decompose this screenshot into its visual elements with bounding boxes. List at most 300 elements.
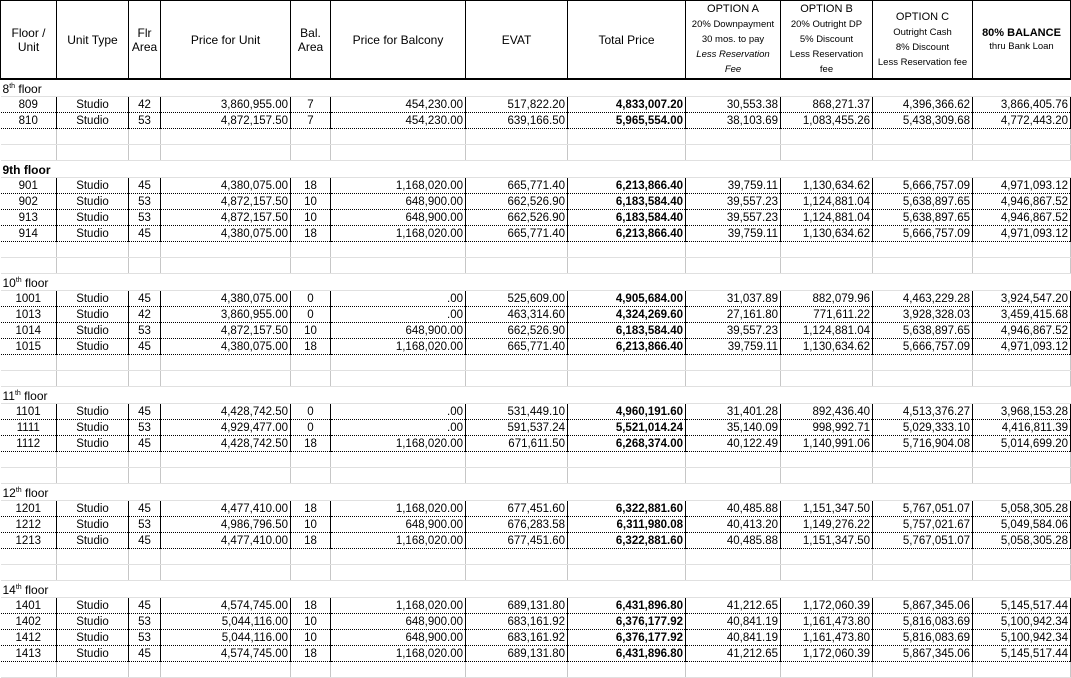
empty-cell[interactable] [291, 145, 331, 161]
cell-bal-area[interactable]: 18 [291, 501, 331, 517]
empty-cell[interactable] [686, 549, 781, 565]
cell-evat[interactable]: 689,131.80 [466, 646, 568, 662]
cell-unit-type[interactable]: Studio [57, 291, 129, 307]
empty-cell[interactable] [568, 355, 686, 371]
empty-cell[interactable] [129, 371, 161, 387]
cell-total-price[interactable]: 6,183,584.40 [568, 323, 686, 339]
empty-cell[interactable] [57, 355, 129, 371]
floor-label[interactable] [1, 387, 1071, 404]
cell-price-balcony[interactable]: 648,900.00 [331, 614, 466, 630]
cell-evat[interactable]: 683,161.92 [466, 614, 568, 630]
cell-option-a[interactable]: 39,557.23 [686, 194, 781, 210]
cell-unit-type[interactable]: Studio [57, 307, 129, 323]
cell-price-unit[interactable]: 3,860,955.00 [161, 307, 291, 323]
cell-price-unit[interactable]: 4,428,742.50 [161, 436, 291, 452]
empty-cell[interactable] [291, 242, 331, 258]
cell-evat[interactable]: 683,161.92 [466, 630, 568, 646]
cell-bal-area[interactable]: 10 [291, 323, 331, 339]
cell-option-a[interactable]: 39,759.11 [686, 339, 781, 355]
cell-total-price[interactable]: 6,268,374.00 [568, 436, 686, 452]
cell-price-unit[interactable]: 4,872,157.50 [161, 113, 291, 129]
floor-label[interactable] [1, 161, 1071, 178]
empty-cell[interactable] [129, 145, 161, 161]
empty-cell[interactable] [686, 145, 781, 161]
cell-bal-area[interactable]: 18 [291, 436, 331, 452]
cell-bal-area[interactable]: 10 [291, 517, 331, 533]
header-option-b[interactable] [781, 1, 873, 80]
empty-cell[interactable] [686, 452, 781, 468]
cell-price-unit[interactable]: 4,872,157.50 [161, 210, 291, 226]
empty-cell[interactable] [161, 452, 291, 468]
cell-price-balcony[interactable]: 1,168,020.00 [331, 178, 466, 194]
cell-unit-type[interactable]: Studio [57, 210, 129, 226]
empty-cell[interactable] [161, 145, 291, 161]
empty-cell[interactable] [973, 468, 1071, 484]
empty-cell[interactable] [161, 662, 291, 678]
empty-cell[interactable] [973, 145, 1071, 161]
cell-bal-area[interactable]: 7 [291, 97, 331, 113]
cell-option-c[interactable]: 5,816,083.69 [873, 630, 973, 646]
cell-option-b[interactable]: 882,079.96 [781, 291, 873, 307]
empty-cell[interactable] [973, 242, 1071, 258]
cell-balance[interactable]: 4,772,443.20 [973, 113, 1071, 129]
cell-price-unit[interactable]: 4,380,075.00 [161, 178, 291, 194]
cell-option-b[interactable]: 1,149,276.22 [781, 517, 873, 533]
cell-total-price[interactable]: 5,521,014.24 [568, 420, 686, 436]
cell-price-balcony[interactable]: 1,168,020.00 [331, 226, 466, 242]
cell-evat[interactable]: 671,611.50 [466, 436, 568, 452]
cell-price-balcony[interactable]: 454,230.00 [331, 97, 466, 113]
empty-cell[interactable] [873, 468, 973, 484]
cell-evat[interactable]: 591,537.24 [466, 420, 568, 436]
cell-evat[interactable]: 665,771.40 [466, 178, 568, 194]
header-balance[interactable] [973, 1, 1071, 80]
cell-price-balcony[interactable]: 648,900.00 [331, 323, 466, 339]
empty-cell[interactable] [781, 355, 873, 371]
cell-unit-type[interactable]: Studio [57, 113, 129, 129]
empty-cell[interactable] [568, 145, 686, 161]
empty-cell[interactable] [466, 355, 568, 371]
header-price-unit[interactable]: Price for Unit [161, 1, 291, 80]
cell-balance[interactable]: 5,049,584.06 [973, 517, 1071, 533]
cell-total-price[interactable]: 6,322,881.60 [568, 533, 686, 549]
cell-price-unit[interactable]: 5,044,116.00 [161, 614, 291, 630]
cell-price-balcony[interactable]: .00 [331, 420, 466, 436]
empty-cell[interactable] [686, 355, 781, 371]
empty-cell[interactable] [973, 662, 1071, 678]
empty-cell[interactable] [781, 565, 873, 581]
cell-evat[interactable]: 665,771.40 [466, 226, 568, 242]
cell-flr-area[interactable]: 45 [129, 646, 161, 662]
cell-option-a[interactable]: 31,037.89 [686, 291, 781, 307]
cell-balance[interactable]: 4,971,093.12 [973, 178, 1071, 194]
empty-cell[interactable] [466, 468, 568, 484]
cell-total-price[interactable]: 6,376,177.92 [568, 630, 686, 646]
empty-cell[interactable] [57, 662, 129, 678]
cell-price-balcony[interactable]: .00 [331, 404, 466, 420]
empty-cell[interactable] [331, 468, 466, 484]
empty-cell[interactable] [331, 258, 466, 274]
cell-flr-area[interactable]: 45 [129, 598, 161, 614]
empty-cell[interactable] [129, 129, 161, 145]
empty-cell[interactable] [568, 258, 686, 274]
empty-cell[interactable] [568, 371, 686, 387]
header-floor-unit[interactable]: Floor / Unit [1, 1, 57, 80]
cell-evat[interactable]: 531,449.10 [466, 404, 568, 420]
cell-option-b[interactable]: 892,436.40 [781, 404, 873, 420]
cell-option-c[interactable]: 5,867,345.06 [873, 598, 973, 614]
cell-flr-area[interactable]: 53 [129, 630, 161, 646]
empty-cell[interactable] [686, 371, 781, 387]
cell-option-a[interactable]: 40,413.20 [686, 517, 781, 533]
cell-option-a[interactable]: 40,485.88 [686, 533, 781, 549]
cell-balance[interactable]: 3,924,547.20 [973, 291, 1071, 307]
empty-cell[interactable] [873, 355, 973, 371]
empty-cell[interactable] [873, 549, 973, 565]
empty-cell[interactable] [129, 452, 161, 468]
cell-total-price[interactable]: 4,833,007.20 [568, 97, 686, 113]
empty-cell[interactable] [781, 662, 873, 678]
empty-cell[interactable] [1, 565, 57, 581]
empty-cell[interactable] [129, 468, 161, 484]
cell-option-c[interactable]: 4,396,366.62 [873, 97, 973, 113]
cell-unit-type[interactable]: Studio [57, 194, 129, 210]
cell-option-c[interactable]: 3,928,328.03 [873, 307, 973, 323]
empty-cell[interactable] [331, 129, 466, 145]
empty-cell[interactable] [466, 371, 568, 387]
cell-option-c[interactable]: 5,638,897.65 [873, 210, 973, 226]
cell-option-a[interactable]: 30,553.38 [686, 97, 781, 113]
empty-cell[interactable] [1, 452, 57, 468]
cell-unit-type[interactable]: Studio [57, 646, 129, 662]
cell-total-price[interactable]: 4,324,269.60 [568, 307, 686, 323]
cell-balance[interactable]: 4,416,811.39 [973, 420, 1071, 436]
cell-flr-area[interactable]: 45 [129, 501, 161, 517]
empty-cell[interactable] [466, 662, 568, 678]
empty-cell[interactable] [161, 371, 291, 387]
cell-flr-area[interactable]: 42 [129, 307, 161, 323]
cell-option-a[interactable]: 39,759.11 [686, 178, 781, 194]
empty-cell[interactable] [57, 468, 129, 484]
empty-cell[interactable] [129, 258, 161, 274]
cell-balance[interactable]: 5,058,305.28 [973, 533, 1071, 549]
cell-evat[interactable]: 677,451.60 [466, 533, 568, 549]
cell-price-unit[interactable]: 4,380,075.00 [161, 226, 291, 242]
cell-total-price[interactable]: 6,213,866.40 [568, 178, 686, 194]
cell-flr-area[interactable]: 45 [129, 178, 161, 194]
empty-cell[interactable] [781, 371, 873, 387]
header-total-price[interactable]: Total Price [568, 1, 686, 80]
empty-cell[interactable] [1, 468, 57, 484]
cell-evat[interactable]: 662,526.90 [466, 323, 568, 339]
cell-unit[interactable]: 810 [1, 113, 57, 129]
cell-option-c[interactable]: 4,513,376.27 [873, 404, 973, 420]
cell-evat[interactable]: 689,131.80 [466, 598, 568, 614]
cell-option-b[interactable]: 1,124,881.04 [781, 210, 873, 226]
cell-unit[interactable]: 1014 [1, 323, 57, 339]
cell-flr-area[interactable]: 53 [129, 614, 161, 630]
cell-price-balcony[interactable]: 648,900.00 [331, 517, 466, 533]
cell-flr-area[interactable]: 53 [129, 420, 161, 436]
cell-price-unit[interactable]: 4,574,745.00 [161, 598, 291, 614]
cell-price-unit[interactable]: 4,380,075.00 [161, 339, 291, 355]
empty-cell[interactable] [1, 355, 57, 371]
empty-cell[interactable] [973, 452, 1071, 468]
header-flr-area[interactable]: Flr Area [129, 1, 161, 80]
cell-bal-area[interactable]: 18 [291, 339, 331, 355]
cell-balance[interactable]: 3,968,153.28 [973, 404, 1071, 420]
cell-option-b[interactable]: 1,130,634.62 [781, 339, 873, 355]
cell-unit[interactable]: 901 [1, 178, 57, 194]
cell-flr-area[interactable]: 53 [129, 517, 161, 533]
cell-unit[interactable]: 1101 [1, 404, 57, 420]
cell-option-c[interactable]: 5,816,083.69 [873, 614, 973, 630]
cell-option-b[interactable]: 1,130,634.62 [781, 226, 873, 242]
cell-unit[interactable]: 1413 [1, 646, 57, 662]
empty-cell[interactable] [973, 565, 1071, 581]
header-evat[interactable]: EVAT [466, 1, 568, 80]
empty-cell[interactable] [568, 242, 686, 258]
empty-cell[interactable] [161, 242, 291, 258]
cell-price-balcony[interactable]: 648,900.00 [331, 194, 466, 210]
empty-cell[interactable] [873, 129, 973, 145]
empty-cell[interactable] [331, 355, 466, 371]
cell-flr-area[interactable]: 45 [129, 226, 161, 242]
empty-cell[interactable] [57, 258, 129, 274]
cell-option-c[interactable]: 5,638,897.65 [873, 323, 973, 339]
cell-bal-area[interactable]: 10 [291, 210, 331, 226]
empty-cell[interactable] [291, 258, 331, 274]
cell-option-c[interactable]: 5,666,757.09 [873, 339, 973, 355]
cell-balance[interactable]: 3,866,405.76 [973, 97, 1071, 113]
cell-bal-area[interactable]: 10 [291, 614, 331, 630]
empty-cell[interactable] [129, 242, 161, 258]
cell-evat[interactable]: 676,283.58 [466, 517, 568, 533]
empty-cell[interactable] [331, 662, 466, 678]
cell-total-price[interactable]: 4,905,684.00 [568, 291, 686, 307]
cell-balance[interactable]: 5,058,305.28 [973, 501, 1071, 517]
cell-total-price[interactable]: 6,376,177.92 [568, 614, 686, 630]
cell-total-price[interactable]: 6,431,896.80 [568, 646, 686, 662]
empty-cell[interactable] [57, 549, 129, 565]
empty-cell[interactable] [1, 145, 57, 161]
cell-bal-area[interactable]: 18 [291, 226, 331, 242]
cell-bal-area[interactable]: 0 [291, 420, 331, 436]
empty-cell[interactable] [57, 145, 129, 161]
cell-price-unit[interactable]: 5,044,116.00 [161, 630, 291, 646]
empty-cell[interactable] [291, 355, 331, 371]
header-unit-type[interactable]: Unit Type [57, 1, 129, 80]
empty-cell[interactable] [331, 549, 466, 565]
empty-cell[interactable] [781, 468, 873, 484]
empty-cell[interactable] [291, 549, 331, 565]
empty-cell[interactable] [973, 549, 1071, 565]
empty-cell[interactable] [57, 129, 129, 145]
floor-label[interactable] [1, 484, 1071, 501]
cell-unit-type[interactable]: Studio [57, 420, 129, 436]
cell-bal-area[interactable]: 18 [291, 178, 331, 194]
cell-total-price[interactable]: 6,431,896.80 [568, 598, 686, 614]
cell-flr-area[interactable]: 45 [129, 291, 161, 307]
cell-bal-area[interactable]: 0 [291, 291, 331, 307]
cell-price-unit[interactable]: 4,986,796.50 [161, 517, 291, 533]
cell-unit[interactable]: 1412 [1, 630, 57, 646]
cell-price-unit[interactable]: 4,477,410.00 [161, 501, 291, 517]
cell-flr-area[interactable]: 53 [129, 113, 161, 129]
cell-option-a[interactable]: 41,212.65 [686, 646, 781, 662]
cell-unit[interactable]: 914 [1, 226, 57, 242]
floor-label[interactable] [1, 79, 1071, 97]
cell-price-balcony[interactable]: 648,900.00 [331, 630, 466, 646]
empty-cell[interactable] [973, 371, 1071, 387]
empty-cell[interactable] [1, 258, 57, 274]
cell-unit[interactable]: 1212 [1, 517, 57, 533]
empty-cell[interactable] [1, 242, 57, 258]
cell-option-a[interactable]: 35,140.09 [686, 420, 781, 436]
cell-balance[interactable]: 5,014,699.20 [973, 436, 1071, 452]
cell-total-price[interactable]: 6,213,866.40 [568, 226, 686, 242]
cell-total-price[interactable]: 6,213,866.40 [568, 339, 686, 355]
cell-option-a[interactable]: 39,557.23 [686, 210, 781, 226]
empty-cell[interactable] [331, 371, 466, 387]
cell-balance[interactable]: 4,946,867.52 [973, 323, 1071, 339]
cell-option-c[interactable]: 5,638,897.65 [873, 194, 973, 210]
cell-unit-type[interactable]: Studio [57, 517, 129, 533]
cell-option-b[interactable]: 1,161,473.80 [781, 630, 873, 646]
cell-unit-type[interactable]: Studio [57, 178, 129, 194]
cell-option-b[interactable]: 1,124,881.04 [781, 194, 873, 210]
empty-cell[interactable] [1, 549, 57, 565]
header-option-a[interactable] [686, 1, 781, 80]
empty-cell[interactable] [873, 371, 973, 387]
cell-bal-area[interactable]: 0 [291, 307, 331, 323]
cell-evat[interactable]: 517,822.20 [466, 97, 568, 113]
cell-option-c[interactable]: 5,666,757.09 [873, 178, 973, 194]
cell-price-balcony[interactable]: 1,168,020.00 [331, 533, 466, 549]
empty-cell[interactable] [291, 371, 331, 387]
empty-cell[interactable] [568, 452, 686, 468]
cell-option-c[interactable]: 5,767,051.07 [873, 533, 973, 549]
empty-cell[interactable] [161, 468, 291, 484]
cell-price-unit[interactable]: 4,477,410.00 [161, 533, 291, 549]
cell-total-price[interactable]: 6,183,584.40 [568, 194, 686, 210]
empty-cell[interactable] [973, 129, 1071, 145]
cell-option-b[interactable]: 771,611.22 [781, 307, 873, 323]
header-option-c[interactable] [873, 1, 973, 80]
empty-cell[interactable] [161, 258, 291, 274]
empty-cell[interactable] [1, 371, 57, 387]
cell-flr-area[interactable]: 45 [129, 404, 161, 420]
cell-total-price[interactable]: 4,960,191.60 [568, 404, 686, 420]
cell-balance[interactable]: 4,946,867.52 [973, 194, 1071, 210]
cell-price-unit[interactable]: 4,380,075.00 [161, 291, 291, 307]
empty-cell[interactable] [331, 452, 466, 468]
empty-cell[interactable] [781, 242, 873, 258]
cell-option-a[interactable]: 38,103.69 [686, 113, 781, 129]
empty-cell[interactable] [781, 129, 873, 145]
cell-option-a[interactable]: 41,212.65 [686, 598, 781, 614]
empty-cell[interactable] [686, 242, 781, 258]
header-price-balcony[interactable]: Price for Balcony [331, 1, 466, 80]
cell-unit-type[interactable]: Studio [57, 501, 129, 517]
cell-flr-area[interactable]: 45 [129, 436, 161, 452]
empty-cell[interactable] [57, 371, 129, 387]
empty-cell[interactable] [291, 452, 331, 468]
empty-cell[interactable] [331, 242, 466, 258]
empty-cell[interactable] [161, 355, 291, 371]
cell-total-price[interactable]: 6,322,881.60 [568, 501, 686, 517]
empty-cell[interactable] [331, 565, 466, 581]
empty-cell[interactable] [686, 662, 781, 678]
cell-price-balcony[interactable]: 648,900.00 [331, 210, 466, 226]
cell-option-c[interactable]: 5,029,333.10 [873, 420, 973, 436]
cell-flr-area[interactable]: 45 [129, 533, 161, 549]
empty-cell[interactable] [873, 258, 973, 274]
empty-cell[interactable] [466, 258, 568, 274]
empty-cell[interactable] [873, 452, 973, 468]
cell-unit-type[interactable]: Studio [57, 404, 129, 420]
cell-option-b[interactable]: 1,172,060.39 [781, 646, 873, 662]
cell-unit-type[interactable]: Studio [57, 533, 129, 549]
cell-price-unit[interactable]: 4,574,745.00 [161, 646, 291, 662]
cell-unit-type[interactable]: Studio [57, 323, 129, 339]
cell-unit[interactable]: 1001 [1, 291, 57, 307]
empty-cell[interactable] [161, 129, 291, 145]
cell-option-c[interactable]: 5,867,345.06 [873, 646, 973, 662]
cell-option-a[interactable]: 39,759.11 [686, 226, 781, 242]
cell-evat[interactable]: 662,526.90 [466, 210, 568, 226]
cell-unit-type[interactable]: Studio [57, 630, 129, 646]
empty-cell[interactable] [1, 129, 57, 145]
empty-cell[interactable] [57, 565, 129, 581]
empty-cell[interactable] [57, 242, 129, 258]
cell-balance[interactable]: 5,145,517.44 [973, 598, 1071, 614]
cell-option-b[interactable]: 1,083,455.26 [781, 113, 873, 129]
cell-option-a[interactable]: 31,401.28 [686, 404, 781, 420]
cell-unit[interactable]: 1213 [1, 533, 57, 549]
empty-cell[interactable] [973, 258, 1071, 274]
empty-cell[interactable] [57, 452, 129, 468]
cell-unit[interactable]: 1401 [1, 598, 57, 614]
cell-unit-type[interactable]: Studio [57, 598, 129, 614]
cell-evat[interactable]: 665,771.40 [466, 339, 568, 355]
cell-flr-area[interactable]: 53 [129, 194, 161, 210]
cell-price-balcony[interactable]: 1,168,020.00 [331, 646, 466, 662]
cell-unit[interactable]: 902 [1, 194, 57, 210]
cell-unit[interactable]: 913 [1, 210, 57, 226]
cell-bal-area[interactable]: 10 [291, 194, 331, 210]
empty-cell[interactable] [129, 355, 161, 371]
cell-unit[interactable]: 1015 [1, 339, 57, 355]
empty-cell[interactable] [466, 565, 568, 581]
empty-cell[interactable] [873, 662, 973, 678]
floor-label[interactable] [1, 581, 1071, 598]
empty-cell[interactable] [568, 468, 686, 484]
empty-cell[interactable] [466, 452, 568, 468]
cell-price-balcony[interactable]: 1,168,020.00 [331, 598, 466, 614]
cell-evat[interactable]: 463,314.60 [466, 307, 568, 323]
cell-option-c[interactable]: 5,438,309.68 [873, 113, 973, 129]
empty-cell[interactable] [686, 129, 781, 145]
cell-option-a[interactable]: 39,557.23 [686, 323, 781, 339]
cell-option-c[interactable]: 5,716,904.08 [873, 436, 973, 452]
cell-bal-area[interactable]: 10 [291, 630, 331, 646]
empty-cell[interactable] [873, 565, 973, 581]
cell-unit[interactable]: 1201 [1, 501, 57, 517]
empty-cell[interactable] [568, 549, 686, 565]
cell-unit[interactable]: 1402 [1, 614, 57, 630]
cell-unit-type[interactable]: Studio [57, 226, 129, 242]
